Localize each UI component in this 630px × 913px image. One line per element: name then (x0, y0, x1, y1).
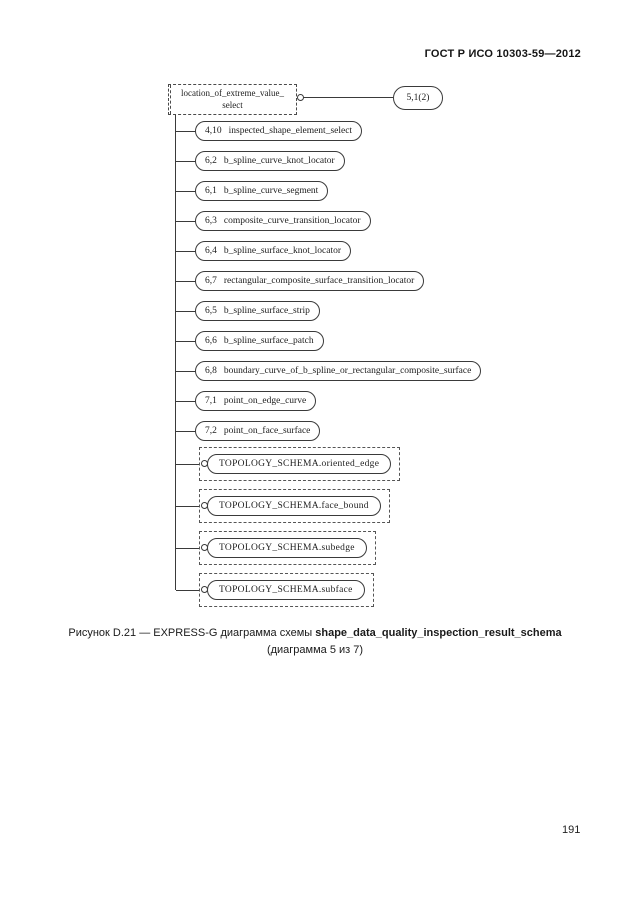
node-page-num: 6,2 (205, 156, 217, 166)
node-name: rectangular_composite_surface_transition_locator (223, 276, 415, 286)
figure-caption (0, 625, 630, 658)
connector-line (176, 341, 196, 342)
open-circle-connector-icon (201, 586, 208, 593)
interschema-ref-node: TOPOLOGY_SCHEMA.oriented_edge (207, 454, 391, 474)
connector-line (176, 221, 196, 222)
connector-line (176, 371, 196, 372)
open-circle-connector-icon (201, 544, 208, 551)
node-page-num: 6,1 (205, 186, 217, 196)
connector-line (176, 311, 196, 312)
type-oval-node (195, 271, 424, 291)
node-page-num: 6,3 (205, 216, 217, 226)
caption-line1 (0, 625, 630, 642)
node-page-num: 6,8 (205, 366, 217, 376)
interschema-ref-node: TOPOLOGY_SCHEMA.face_bound (207, 496, 381, 516)
caption-subtitle: (диаграмма 5 из 7) (266, 643, 364, 656)
connector-line (176, 401, 196, 402)
type-oval-node (195, 211, 371, 231)
node-name: point_on_edge_curve (223, 396, 307, 406)
caption-schema-name: shape_data_quality_inspection_result_schema (315, 627, 562, 639)
connector-line (303, 97, 393, 98)
type-oval-node (195, 361, 481, 381)
page-number: 191 (562, 824, 581, 836)
connector-line (176, 191, 196, 192)
open-circle-connector-icon (201, 502, 208, 509)
interschema-ref-box (199, 531, 376, 565)
node-page-num: 6,5 (205, 306, 217, 316)
node-page-num: 6,6 (205, 336, 217, 346)
connector-line (176, 431, 196, 432)
type-oval-node (195, 331, 324, 351)
caption-text: Рисунок D.21 — EXPRESS-G диаграмма схемы (68, 627, 316, 639)
connector-line (176, 251, 196, 252)
connector-line (176, 161, 196, 162)
gost-header: ГОСТ Р ИСО 10303-59—2012 (424, 48, 581, 60)
interschema-ref-box (199, 489, 390, 523)
node-name: composite_curve_transition_locator (223, 216, 361, 226)
connector-line (176, 131, 196, 132)
page-ref-node: 5,1(2) (393, 86, 443, 110)
node-name: point_on_face_surface (223, 426, 311, 436)
select-type-label-line1: location_of_extreme_value_ (181, 87, 284, 98)
node-name: boundary_curve_of_b_spline_or_rectangular_composite_surface (223, 366, 472, 376)
type-oval-node (195, 121, 362, 141)
connector-line (176, 281, 196, 282)
type-oval-node (195, 421, 320, 441)
select-type-label-line2: select (222, 99, 243, 110)
type-oval-node (195, 151, 345, 171)
node-page-num: 7,2 (205, 426, 217, 436)
node-name: b_spline_surface_strip (223, 306, 310, 316)
select-type-node (168, 84, 297, 115)
type-oval-node (195, 181, 328, 201)
type-oval-node (195, 241, 351, 261)
node-page-num: 4,10 (205, 126, 222, 136)
node-page-num: 6,7 (205, 276, 217, 286)
type-oval-node (195, 391, 316, 411)
trunk-line (175, 115, 176, 590)
interschema-ref-box (199, 447, 400, 481)
type-oval-node (195, 301, 320, 321)
interschema-ref-node: TOPOLOGY_SCHEMA.subface (207, 580, 365, 600)
node-name: b_spline_surface_knot_locator (223, 246, 342, 256)
node-name: b_spline_curve_segment (223, 186, 319, 196)
node-page-num: 6,4 (205, 246, 217, 256)
node-name: b_spline_curve_knot_locator (223, 156, 335, 166)
node-name: inspected_shape_element_select (228, 126, 353, 136)
open-circle-connector-icon (201, 460, 208, 467)
node-page-num: 7,1 (205, 396, 217, 406)
interschema-ref-node: TOPOLOGY_SCHEMA.subedge (207, 538, 367, 558)
node-name: b_spline_surface_patch (223, 336, 314, 346)
interschema-ref-box (199, 573, 374, 607)
